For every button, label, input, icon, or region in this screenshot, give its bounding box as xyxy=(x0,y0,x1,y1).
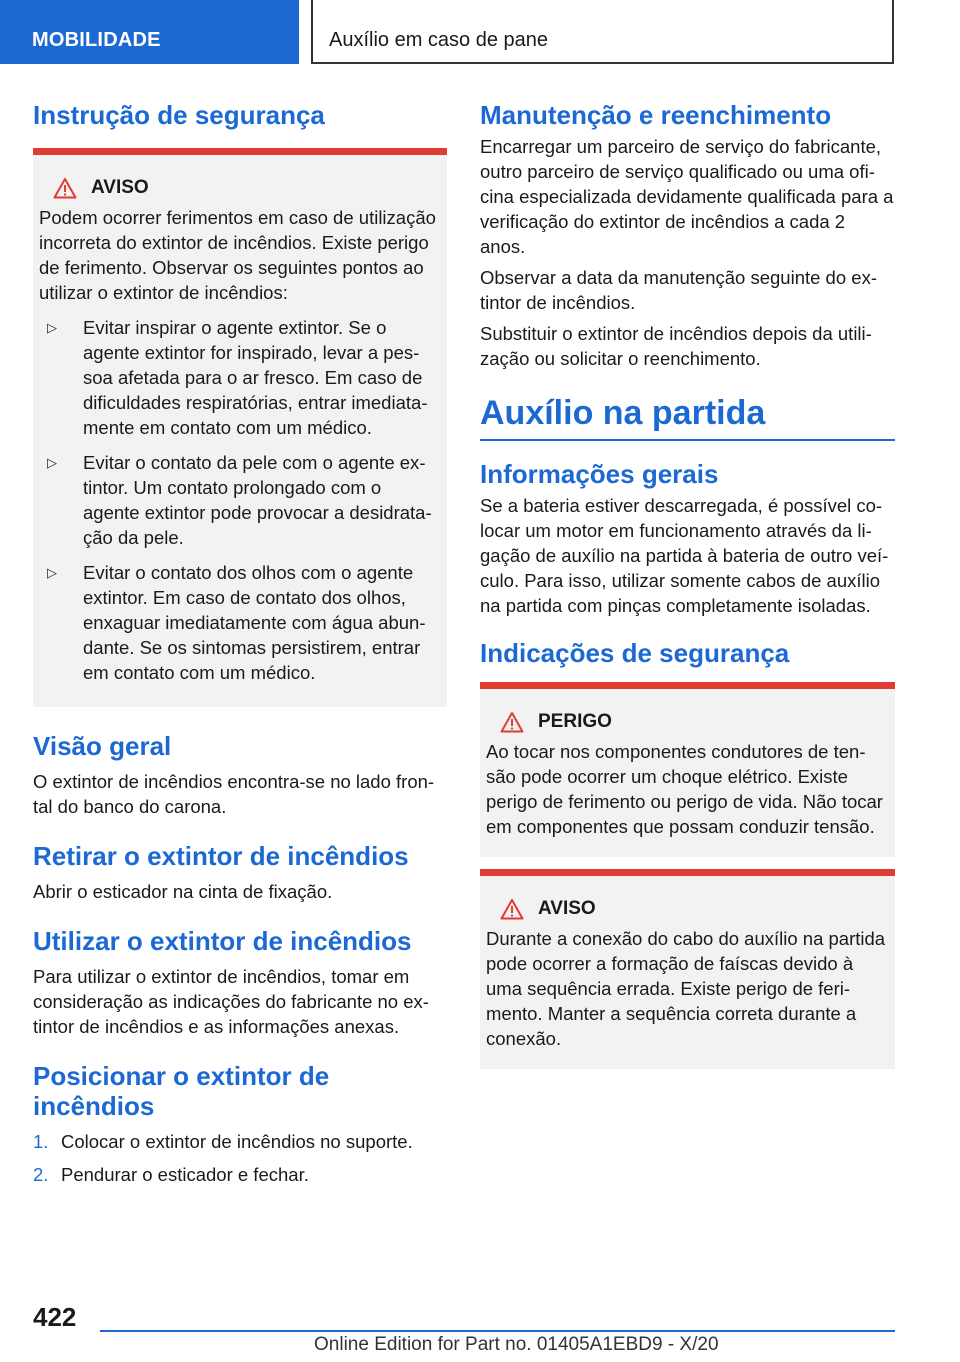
bullet-text: Evitar o contato da pele com o agente extintor. Um contato prolongado com o agente extintor pode provocar a desidratação da pele. xyxy=(83,452,432,548)
footer-rule xyxy=(100,1330,895,1332)
maintenance-text: Substituir o extintor de incêndios depois da utilização ou solicitar o reenchimento. xyxy=(480,323,872,369)
position-heading: Posicionar o extintor de incêndios xyxy=(33,1061,330,1121)
bullet-text: Evitar inspirar o agente extintor. Se o agente extintor for inspirado, levar a pessoa afetada para o ar fresco. Em caso de dificuldades respiratórias, entrar imediatamente em contato com um médico. xyxy=(83,317,428,438)
warning-header xyxy=(39,175,441,201)
danger-box xyxy=(480,682,895,857)
maintenance-text: Encarregar um parceiro de serviço do fabricante, outro parceiro de serviço qualificado ou uma oficina especializada devidamente qualificada para a verificação do extintor de incêndios a cada 2 anos. xyxy=(480,136,894,257)
header-section-tab xyxy=(0,0,299,64)
danger-header xyxy=(486,709,889,735)
maintenance-text: Observar a data da manutenção seguinte do extintor de incêndios. xyxy=(480,267,877,313)
warning-header xyxy=(486,896,889,922)
safety-heading: Instrução de segurança xyxy=(33,100,325,130)
step-item xyxy=(33,1162,447,1187)
danger-text: Ao tocar nos componentes condutores de tensão pode ocorrer um choque elétrico. Existe perigo de ferimento ou perigo de vida. Não tocar em componentes que possam conduzir tensão. xyxy=(486,741,883,837)
bullet-triangle-icon: ▷ xyxy=(47,320,57,335)
step-text: Pendurar o esticador e fechar. xyxy=(61,1164,309,1185)
section-rule xyxy=(480,439,895,441)
use-text: Para utilizar o extintor de incêndios, tomar em consideração as indicações do fabricante no extintor de incêndios e as informações anexas. xyxy=(33,966,429,1037)
step-number: 1. xyxy=(33,1131,49,1152)
safety-indications-heading: Indicações de segurança xyxy=(480,638,790,668)
warning-triangle-icon xyxy=(500,898,524,920)
warning-box xyxy=(480,869,895,1069)
warning-box xyxy=(33,148,447,707)
header-chapter-tab xyxy=(311,0,894,64)
warning-bullet xyxy=(39,315,441,440)
danger-label: PERIGO xyxy=(538,711,612,732)
step-number: 2. xyxy=(33,1164,49,1185)
overview-text: O extintor de incêndios encontra-se no lado frontal do banco do carona. xyxy=(33,771,435,817)
warning-text: Podem ocorrer ferimentos em caso de utilização incorreta do extintor de incêndios. Existe perigo de ferimento. Observar os seguintes pontos ao utilizar o extintor de incêndios: xyxy=(39,207,436,303)
warning-label: AVISO xyxy=(91,177,149,198)
overview-heading: Visão geral xyxy=(33,731,172,761)
warning-label: AVISO xyxy=(538,898,596,919)
warning-triangle-icon xyxy=(500,711,524,733)
use-heading: Utilizar o extintor de incêndios xyxy=(33,926,412,956)
left-column xyxy=(33,100,447,1195)
header-section-label: MOBILIDADE xyxy=(32,29,161,51)
step-item xyxy=(33,1129,447,1154)
step-text: Colocar o extintor de incêndios no suporte. xyxy=(61,1131,413,1152)
bullet-triangle-icon: ▷ xyxy=(47,565,57,580)
maintenance-heading: Manutenção e reenchimento xyxy=(480,100,832,130)
remove-text: Abrir o esticador na cinta de fixação. xyxy=(33,881,333,902)
remove-heading: Retirar o extintor de incêndios xyxy=(33,841,409,871)
right-column xyxy=(480,100,895,1069)
warning-triangle-icon xyxy=(53,177,77,199)
general-info-heading: Informações gerais xyxy=(480,459,719,489)
header-chapter-label: Auxílio em caso de pane xyxy=(329,29,549,51)
warning-bullet xyxy=(39,560,441,685)
jump-start-heading: Auxílio na partida xyxy=(480,394,766,432)
general-info-text: Se a bateria estiver descarregada, é possível colocar um motor em funcionamento através da ligação de auxílio na partida à bateria de outro veículo. Para isso, utilizar somente cabos de auxílio na partida com pinças completamente isoladas. xyxy=(480,495,889,616)
footer-edition: Online Edition for Part no. 01405A1EBD9 - X/20 xyxy=(314,1334,719,1355)
bullet-text: Evitar o contato dos olhos com o agente extintor. Em caso de contato dos olhos, enxaguar imediatamente com água abundante. Se os sintomas persistirem, entrar em contato com um médico. xyxy=(83,562,426,683)
warning-bullet xyxy=(39,450,441,550)
bullet-triangle-icon: ▷ xyxy=(47,455,57,470)
page-number: 422 xyxy=(33,1302,77,1332)
warning-text: Durante a conexão do cabo do auxílio na partida pode ocorrer a formação de faíscas devido à uma sequência errada. Existe perigo de ferimento. Manter a sequência correta durante a conexão. xyxy=(486,928,886,1049)
